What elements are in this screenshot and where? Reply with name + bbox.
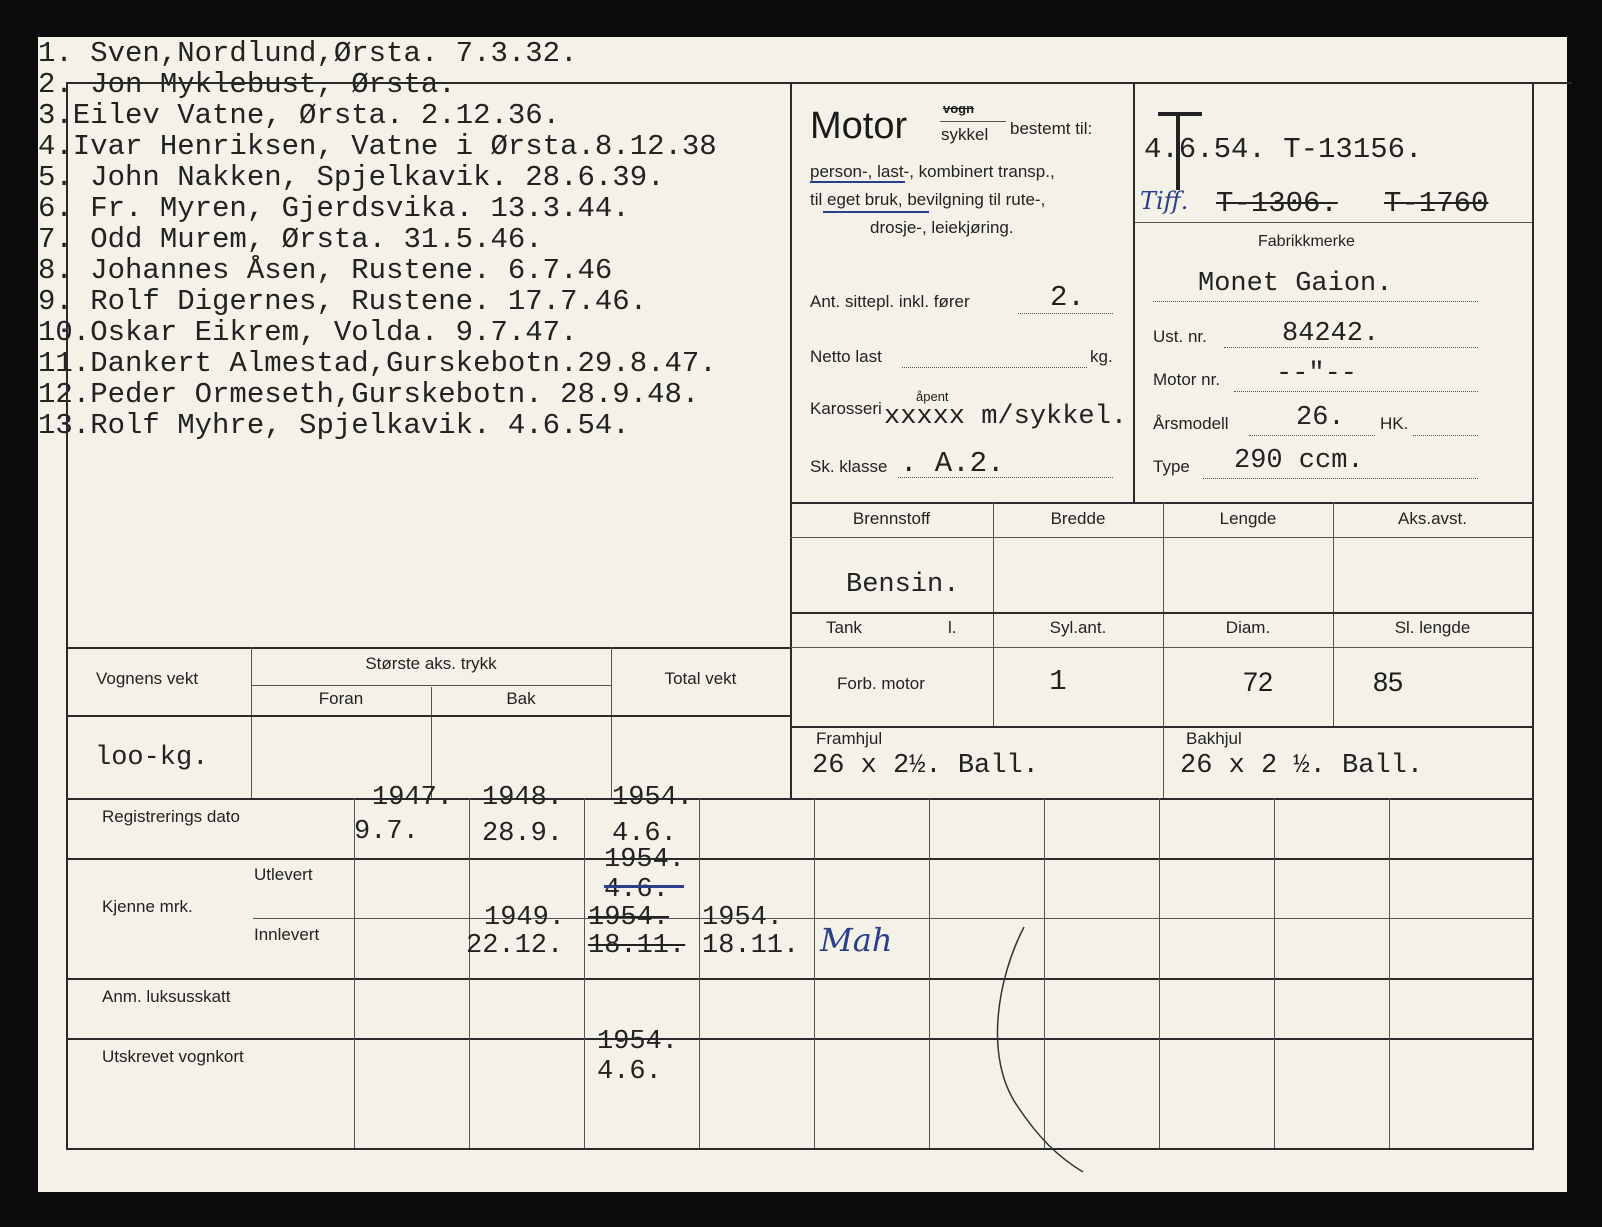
- specs-row: [790, 537, 1532, 538]
- ust-label: Ust. nr.: [1153, 327, 1207, 346]
- total-vekt-label: Total vekt: [664, 669, 737, 688]
- frame-left: [66, 82, 68, 1148]
- sittepl-value: 2.: [1050, 281, 1085, 314]
- reg-old-1: T-1306.: [1216, 187, 1338, 220]
- utlevert-strike: [604, 885, 684, 888]
- sylant-value: 1: [1049, 665, 1067, 698]
- hdr-tank: Tank: [826, 618, 862, 637]
- frame-bottom: [66, 1148, 1534, 1150]
- specs-row: [790, 612, 1532, 614]
- reg1-year: 1947.: [372, 783, 454, 813]
- vognens-vekt-value: loo-kg.: [95, 743, 209, 773]
- motor-purpose-1: person-, last-, kombinert transp.,: [810, 162, 1055, 181]
- vognens-vekt-label: Vognens vekt: [96, 669, 199, 688]
- dotted-line: [1234, 391, 1478, 392]
- owner-line: 4.Ivar Henriksen, Vatne i Ørsta.8.12.38: [38, 130, 717, 163]
- type-value: 290 ccm.: [1234, 446, 1364, 476]
- bottom-row: [253, 918, 1534, 919]
- bottom-row: [66, 1038, 1534, 1040]
- dotted-line: [1203, 478, 1478, 479]
- specs-row: [790, 726, 1532, 728]
- bottom-col: [929, 798, 930, 1148]
- motor-strike: vogn: [943, 101, 975, 116]
- framhjul-label: Framhjul: [816, 729, 883, 748]
- utskrevet-date: 4.6.: [597, 1057, 662, 1087]
- bottom-col: [699, 798, 700, 1148]
- netto-unit: kg.: [1090, 347, 1113, 366]
- fabrikk-value: Monet Gaion.: [1198, 269, 1393, 299]
- reg2-year: 1948.: [482, 783, 564, 813]
- utlevert-label: Utlevert: [254, 865, 313, 884]
- owner-line: 13.Rolf Myhre, Spjelkavik. 4.6.54.: [38, 409, 630, 442]
- owner-line: 12.Peder Ormeseth,Gurskebotn. 28.9.48.: [38, 378, 700, 411]
- innlevert2-date: 18.11.: [588, 931, 686, 961]
- owner-line: 1. Sven,Nordlund,Ørsta. 7.3.32.: [38, 37, 578, 70]
- registration-card: [38, 37, 1567, 1192]
- motor-nr-label: Motor nr.: [1153, 370, 1221, 389]
- innlevert1-date: 22.12.: [466, 931, 564, 961]
- innlevert3-date: 18.11.: [702, 931, 800, 961]
- weight-top: [66, 647, 790, 649]
- hdr-brennstoff: Brennstoff: [852, 509, 931, 528]
- owner-line: 2. Jon Myklebust, Ørsta.: [38, 68, 456, 101]
- dotted-line: [1153, 301, 1478, 302]
- sk-klasse-value: . A.2.: [900, 447, 1005, 480]
- wheels-col: [1163, 726, 1164, 798]
- reg1-date: 9.7.: [354, 817, 419, 847]
- frame-top: [66, 82, 1572, 84]
- bottom-col: [1159, 798, 1160, 1148]
- hdr-diam: Diam.: [1225, 618, 1271, 637]
- reg3-date: 4.6.: [612, 819, 677, 849]
- hdr-aksavst: Aks.avst.: [1398, 509, 1467, 528]
- bottom-top: [66, 798, 1534, 800]
- hdr-lengde: Lengde: [1219, 509, 1277, 528]
- dotted-line: [1224, 347, 1478, 348]
- framhjul-value: 26 x 2½. Ball.: [812, 751, 1039, 781]
- sittepl-label: Ant. sittepl. inkl. fører: [810, 292, 970, 311]
- bottom-col: [1389, 798, 1390, 1148]
- bottom-col: [584, 798, 585, 1148]
- big-t-bar: [1158, 112, 1202, 116]
- karosseri-value: xxxxx m/sykkel.: [884, 402, 1128, 432]
- reg-tiff: Tiff.: [1140, 187, 1189, 215]
- motor-purpose-3: drosje-, leiekjøring.: [870, 218, 1014, 237]
- sk-klasse-label: Sk. klasse: [810, 457, 888, 476]
- frame-right: [1532, 82, 1534, 1148]
- owner-line: 8. Johannes Åsen, Rustene. 6.7.46: [38, 254, 613, 287]
- divider-left-panel: [790, 82, 792, 798]
- karosseri-above: åpent: [916, 389, 949, 404]
- anm-label: Anm. luksusskatt: [102, 987, 231, 1006]
- innlevert1-year: 1949.: [484, 903, 566, 933]
- hdr-sllengde: Sl. lengde: [1394, 618, 1471, 637]
- bottom-row: [66, 858, 1534, 860]
- pen-stroke: [988, 917, 1118, 1177]
- type-label: Type: [1153, 457, 1190, 476]
- divider-reg-fabrikk: [1135, 222, 1532, 223]
- bakhjul-value: 26 x 2 ½. Ball.: [1180, 751, 1424, 781]
- specs-row: [790, 647, 1532, 648]
- owner-line: 11.Dankert Almestad,Gurskebotn.29.8.47.: [38, 347, 717, 380]
- owner-line: 9. Rolf Digernes, Rustene. 17.7.46.: [38, 285, 648, 318]
- reg-current: 4.6.54. T-13156.: [1144, 133, 1423, 166]
- hk-label: HK.: [1380, 414, 1409, 433]
- karosseri-label: Karosseri: [810, 399, 882, 418]
- signature: Mah: [820, 921, 893, 959]
- arsmodell-label: Årsmodell: [1153, 414, 1229, 433]
- arsmodell-value: 26.: [1296, 403, 1345, 433]
- hdr-tank-unit: l.: [948, 618, 957, 637]
- utlevert-date: 4.6.: [604, 875, 669, 905]
- reg-dato-label: Registrerings dato: [102, 807, 240, 826]
- bottom-col: [814, 798, 815, 1148]
- reg-old-2: T-1760: [1384, 187, 1489, 220]
- forb-motor-label: Forb. motor: [837, 674, 925, 693]
- dotted-line: [1249, 435, 1375, 436]
- divider-specs-top: [790, 502, 1532, 504]
- bottom-col: [354, 798, 355, 1148]
- innlevert2-year: 1954.: [588, 903, 670, 933]
- ust-value: 84242.: [1282, 319, 1380, 349]
- motor-sykkel: sykkel: [941, 125, 989, 144]
- owner-line: 10.Oskar Eikrem, Volda. 9.7.47.: [38, 316, 578, 349]
- sllengde-value: 85: [1372, 667, 1404, 697]
- dotted-line: [902, 367, 1087, 368]
- motor-purpose-2: til eget bruk, bevilgning til rute-,: [810, 190, 1046, 209]
- brennstoff-value: Bensin.: [846, 570, 960, 600]
- utlevert-year: 1954.: [604, 845, 686, 875]
- underline-person: [810, 181, 905, 183]
- hdr-sylant: Syl.ant.: [1049, 618, 1107, 637]
- owner-line: 7. Odd Murem, Ørsta. 31.5.46.: [38, 223, 543, 256]
- storste-label: Største aks. trykk: [365, 654, 497, 673]
- fabrikk-label: Fabrikkmerke: [1258, 233, 1355, 250]
- innlevert-label: Innlevert: [254, 925, 320, 944]
- weight-mid: [66, 715, 790, 717]
- divider-motor-reg: [1133, 82, 1135, 502]
- owner-line: 5. John Nakken, Spjelkavik. 28.6.39.: [38, 161, 665, 194]
- hdr-bredde: Bredde: [1050, 509, 1106, 528]
- utskrevet-label: Utskrevet vognkort: [102, 1047, 244, 1066]
- owner-line: 3.Eilev Vatne, Ørsta. 2.12.36.: [38, 99, 561, 132]
- owner-line: 6. Fr. Myren, Gjerdsvika. 13.3.44.: [38, 192, 630, 225]
- diam-value: 72: [1242, 667, 1274, 697]
- fraction-line: [940, 121, 1006, 122]
- utskrevet-year: 1954.: [597, 1027, 679, 1057]
- reg3-year: 1954.: [612, 783, 694, 813]
- motor-bestemt: bestemt til:: [1010, 119, 1093, 138]
- reg2-date: 28.9.: [482, 819, 564, 849]
- bottom-col: [1274, 798, 1275, 1148]
- innlevert3-year: 1954.: [702, 903, 784, 933]
- foran-label: Foran: [318, 689, 364, 708]
- kjenne-label: Kjenne mrk.: [102, 897, 193, 916]
- bakhjul-label: Bakhjul: [1186, 729, 1242, 748]
- bottom-col: [469, 798, 470, 1148]
- dotted-line: [1413, 435, 1478, 436]
- motor-nr-value: --"--: [1276, 359, 1358, 389]
- netto-label: Netto last: [810, 347, 882, 366]
- motor-title: Motor: [810, 105, 908, 147]
- bak-label: Bak: [506, 689, 536, 708]
- bottom-row: [66, 978, 1534, 980]
- weight-sub: [251, 685, 611, 686]
- underline-eget-bruk: [823, 211, 929, 213]
